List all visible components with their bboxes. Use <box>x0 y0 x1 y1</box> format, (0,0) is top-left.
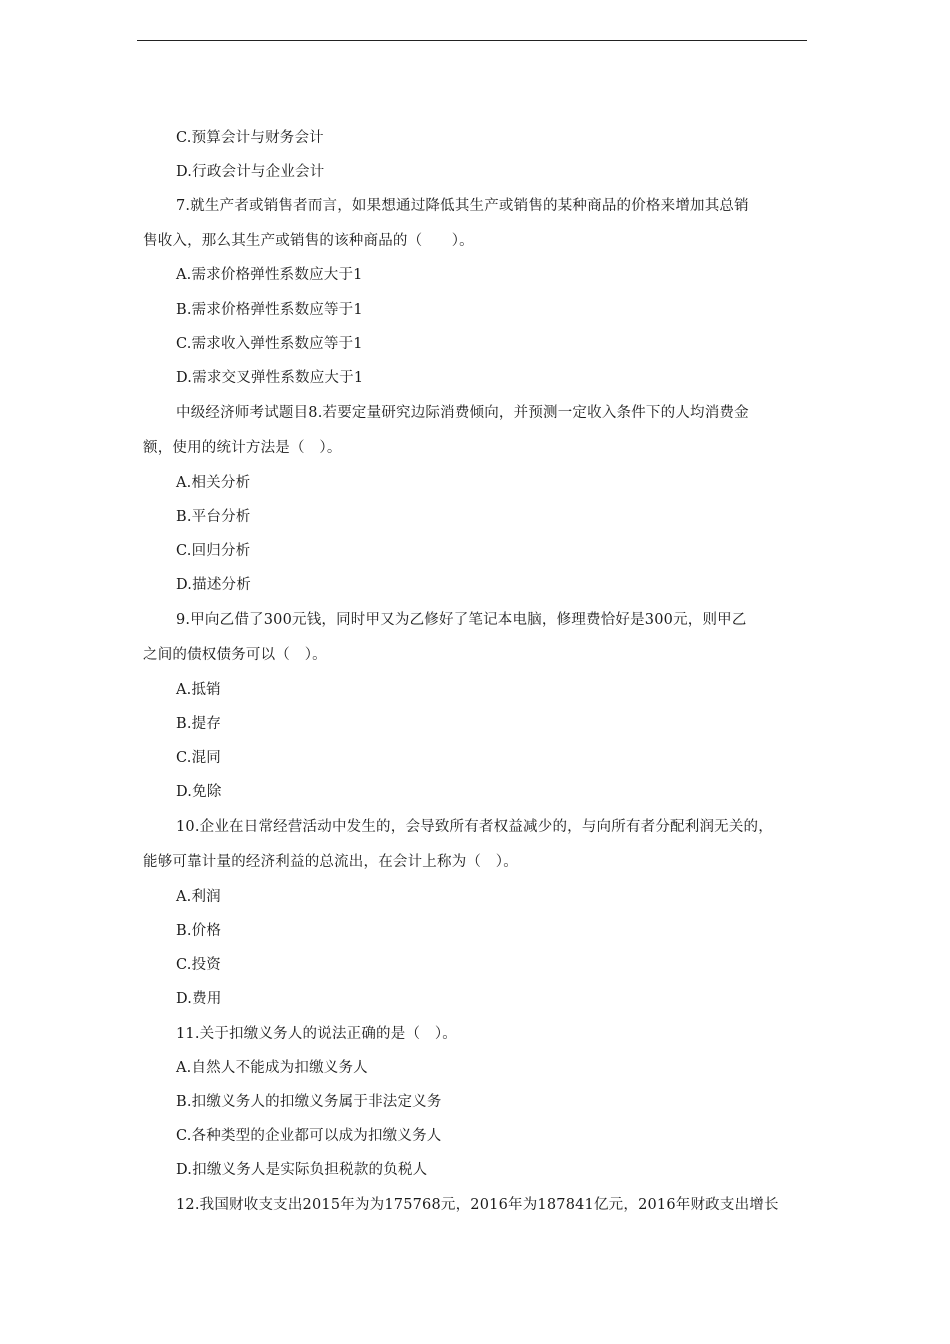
option-a: A.相关分析 <box>176 475 251 491</box>
option-b: B.价格 <box>176 923 222 939</box>
question-8-continued: 额，使用的统计方法是（ ）。 <box>143 440 342 456</box>
option-c: C.预算会计与财务会计 <box>176 130 324 146</box>
option-b: B.平台分析 <box>176 509 251 525</box>
question-9: 9.甲向乙借了300元钱，同时甲又为乙修好了笔记本电脑，修理费恰好是300元，则甲乙 <box>176 612 747 628</box>
question-7-continued: 售收入，那么其生产或销售的该种商品的（ ）。 <box>143 233 474 249</box>
option-d: D.行政会计与企业会计 <box>176 164 325 180</box>
question-11: 11.关于扣缴义务人的说法正确的是（ ）。 <box>176 1026 458 1042</box>
option-d: D.需求交叉弹性系数应大于1 <box>176 370 364 386</box>
option-b: B.提存 <box>176 716 222 732</box>
option-d: D.扣缴义务人是实际负担税款的负税人 <box>176 1162 428 1178</box>
option-c: C.各种类型的企业都可以成为扣缴义务人 <box>176 1128 442 1144</box>
option-a: A.需求价格弹性系数应大于1 <box>176 267 363 283</box>
question-10: 10.企业在日常经营活动中发生的，会导致所有者权益减少的，与向所有者分配利润无关的， <box>176 819 773 835</box>
question-12: 12.我国财收支支出2015年为为175768元，2016年为187841亿元，2016年财政支出增长 <box>176 1197 779 1213</box>
option-c: C.需求收入弹性系数应等于1 <box>176 336 363 352</box>
option-c: C.回归分析 <box>176 543 251 559</box>
question-10-continued: 能够可靠计量的经济利益的总流出，在会计上称为（ ）。 <box>143 854 518 870</box>
question-9-continued: 之间的债权债务可以（ ）。 <box>143 647 327 663</box>
option-b: B.需求价格弹性系数应等于1 <box>176 302 363 318</box>
question-8: 中级经济师考试题目8.若要定量研究边际消费倾向，并预测一定收入条件下的人均消费金 <box>176 405 749 421</box>
header-rule <box>137 40 807 41</box>
option-b: B.扣缴义务人的扣缴义务属于非法定义务 <box>176 1094 442 1110</box>
option-d: D.费用 <box>176 991 222 1007</box>
option-c: C.混同 <box>176 750 221 766</box>
option-a: A.自然人不能成为扣缴义务人 <box>176 1060 368 1076</box>
option-d: D.免除 <box>176 784 222 800</box>
option-a: A.抵销 <box>176 682 221 698</box>
question-7: 7.就生产者或销售者而言，如果想通过降低其生产或销售的某种商品的价格来增加其总销 <box>176 198 749 214</box>
option-a: A.利润 <box>176 889 221 905</box>
option-d: D.描述分析 <box>176 577 251 593</box>
option-c: C.投资 <box>176 957 221 973</box>
